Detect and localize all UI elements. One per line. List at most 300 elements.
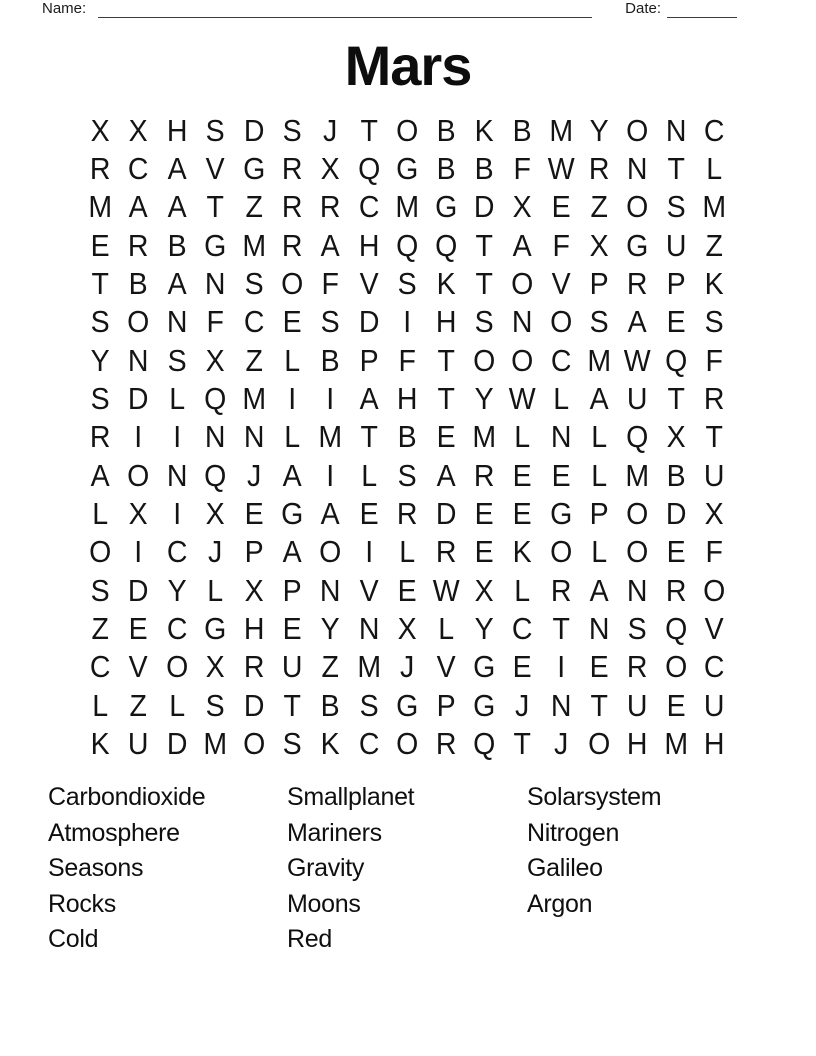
- grid-cell-r7c12: O: [511, 342, 534, 378]
- grid-cell-r9c11: M: [472, 419, 496, 455]
- grid-cell-r1c2: X: [129, 112, 149, 148]
- grid-cell-r4c4: G: [204, 227, 227, 263]
- grid-cell-r6c2: O: [127, 304, 150, 340]
- grid-cell-r13c6: P: [282, 572, 302, 608]
- grid-cell-r1c17: C: [704, 112, 725, 148]
- grid-cell-r16c11: G: [472, 687, 496, 723]
- word-bank-item-gravity: Gravity: [287, 854, 365, 883]
- grid-cell-r17c11: Q: [472, 726, 496, 762]
- grid-cell-r5c1: T: [91, 266, 109, 302]
- grid-cell-r15c11: G: [472, 649, 496, 685]
- grid-cell-r16c17: U: [704, 687, 725, 723]
- grid-cell-r7c11: O: [472, 342, 496, 378]
- worksheet-header: [42, 0, 737, 18]
- grid-cell-r16c13: N: [550, 687, 572, 723]
- grid-cell-r8c7: I: [326, 381, 335, 417]
- grid-cell-r6c8: D: [358, 304, 380, 340]
- grid-cell-r6c17: S: [704, 304, 724, 340]
- grid-cell-r11c13: G: [549, 496, 572, 532]
- grid-cell-r13c5: X: [244, 572, 264, 608]
- grid-cell-r15c14: E: [589, 649, 609, 685]
- grid-cell-r17c8: C: [358, 726, 380, 762]
- grid-cell-r1c1: X: [90, 112, 110, 148]
- grid-cell-r16c1: L: [92, 687, 109, 723]
- grid-cell-r14c16: Q: [664, 611, 688, 647]
- grid-cell-r7c13: C: [550, 342, 572, 378]
- grid-cell-r3c12: X: [512, 189, 533, 225]
- grid-cell-r5c14: P: [589, 266, 609, 302]
- grid-cell-r7c4: X: [205, 342, 225, 378]
- grid-cell-r3c7: R: [320, 189, 341, 225]
- grid-cell-r3c9: M: [395, 189, 420, 225]
- grid-cell-r6c14: S: [589, 304, 609, 340]
- grid-cell-r14c4: G: [204, 611, 227, 647]
- grid-cell-r1c11: K: [474, 112, 494, 148]
- grid-cell-r11c5: E: [244, 496, 264, 532]
- grid-cell-r11c10: D: [435, 496, 457, 532]
- grid-cell-r4c11: T: [475, 227, 493, 263]
- grid-cell-r11c3: I: [173, 496, 181, 532]
- grid-cell-r16c8: S: [359, 687, 379, 723]
- grid-cell-r4c5: M: [241, 227, 266, 263]
- grid-cell-r6c9: I: [403, 304, 412, 340]
- grid-cell-r6c10: H: [435, 304, 457, 340]
- grid-cell-r14c2: E: [129, 611, 149, 647]
- grid-cell-r4c10: Q: [434, 227, 457, 263]
- grid-cell-r5c6: O: [281, 266, 304, 302]
- grid-cell-r17c5: O: [242, 726, 265, 762]
- grid-cell-r8c5: M: [241, 381, 266, 417]
- grid-cell-r3c4: T: [206, 189, 225, 225]
- grid-row-10: [81, 456, 734, 494]
- grid-cell-r17c6: S: [282, 726, 302, 762]
- grid-cell-r9c2: I: [134, 419, 143, 455]
- grid-cell-r9c5: N: [243, 419, 265, 455]
- grid-cell-r2c7: X: [321, 151, 341, 187]
- grid-cell-r11c15: O: [626, 496, 649, 532]
- grid-cell-r13c17: O: [703, 572, 726, 608]
- grid-row-1: [81, 111, 734, 149]
- grid-cell-r8c4: Q: [204, 381, 227, 417]
- grid-cell-r2c4: V: [205, 151, 225, 187]
- grid-cell-r10c11: R: [473, 457, 495, 493]
- grid-cell-r6c15: A: [628, 304, 648, 340]
- grid-cell-r15c12: E: [512, 649, 533, 685]
- grid-cell-r12c10: R: [435, 534, 457, 570]
- grid-cell-r16c2: Z: [129, 687, 148, 723]
- grid-cell-r5c12: O: [511, 266, 534, 302]
- grid-cell-r1c5: D: [243, 112, 265, 148]
- grid-cell-r7c17: F: [705, 342, 724, 378]
- word-bank-item-rocks: Rocks: [48, 889, 116, 918]
- grid-cell-r3c10: G: [434, 189, 457, 225]
- grid-cell-r2c1: R: [89, 151, 111, 187]
- grid-cell-r8c14: A: [589, 381, 609, 417]
- grid-cell-r2c9: G: [396, 151, 419, 187]
- word-search-grid: [81, 111, 734, 763]
- grid-cell-r14c10: L: [437, 611, 454, 647]
- grid-cell-r5c7: F: [321, 266, 340, 302]
- word-bank-item-solarsystem: Solarsystem: [527, 783, 662, 811]
- grid-cell-r4c14: X: [589, 227, 609, 263]
- grid-cell-r2c2: C: [128, 151, 149, 187]
- grid-cell-r8c6: I: [288, 381, 297, 417]
- grid-cell-r12c6: A: [282, 534, 302, 570]
- grid-cell-r10c14: L: [591, 457, 608, 493]
- grid-cell-r15c5: R: [243, 649, 265, 685]
- grid-cell-r6c7: S: [321, 304, 341, 340]
- grid-cell-r6c11: S: [474, 304, 494, 340]
- grid-row-11: [81, 494, 734, 532]
- name-field: [42, 0, 592, 18]
- grid-cell-r17c3: D: [166, 726, 188, 762]
- page-title: Mars: [344, 34, 472, 97]
- grid-cell-r12c5: P: [244, 534, 264, 570]
- grid-cell-r15c15: R: [627, 649, 648, 685]
- date-blank-line: [667, 1, 737, 18]
- grid-cell-r17c17: H: [704, 726, 725, 762]
- grid-cell-r5c17: K: [704, 266, 724, 302]
- grid-cell-r9c14: L: [591, 419, 608, 455]
- grid-cell-r16c7: B: [321, 687, 341, 723]
- grid-cell-r17c9: O: [396, 726, 419, 762]
- grid-cell-r1c6: S: [282, 112, 302, 148]
- grid-cell-r15c9: J: [400, 649, 415, 685]
- grid-cell-r15c6: U: [281, 649, 303, 685]
- grid-cell-r1c7: J: [323, 112, 338, 148]
- grid-cell-r14c17: V: [704, 611, 724, 647]
- grid-cell-r5c8: V: [359, 266, 379, 302]
- grid-cell-r12c17: F: [705, 534, 724, 570]
- grid-cell-r5c2: B: [129, 266, 149, 302]
- grid-cell-r1c8: T: [360, 112, 378, 148]
- grid-cell-r6c4: F: [206, 304, 225, 340]
- grid-cell-r10c9: S: [397, 457, 417, 493]
- grid-cell-r6c12: N: [512, 304, 533, 340]
- word-bank-item-red: Red: [287, 925, 332, 954]
- grid-cell-r14c12: C: [512, 611, 533, 647]
- grid-cell-r17c7: K: [321, 726, 341, 762]
- grid-cell-r8c11: Y: [474, 381, 494, 417]
- grid-cell-r13c8: V: [359, 572, 379, 608]
- grid-cell-r12c4: J: [208, 534, 223, 570]
- grid-cell-r2c12: F: [513, 151, 532, 187]
- grid-cell-r2c14: R: [588, 151, 610, 187]
- grid-cell-r10c12: E: [512, 457, 533, 493]
- grid-cell-r12c8: I: [364, 534, 373, 570]
- grid-cell-r11c11: E: [474, 496, 494, 532]
- grid-cell-r3c13: E: [551, 189, 571, 225]
- grid-cell-r8c15: U: [627, 381, 648, 417]
- grid-cell-r4c2: R: [128, 227, 149, 263]
- grid-cell-r11c2: X: [129, 496, 149, 532]
- grid-cell-r14c6: E: [282, 611, 302, 647]
- grid-cell-r15c16: O: [664, 649, 688, 685]
- grid-cell-r7c14: M: [587, 342, 612, 378]
- grid-cell-r16c9: G: [396, 687, 419, 723]
- grid-cell-r9c16: X: [666, 419, 686, 455]
- grid-cell-r1c12: B: [512, 112, 533, 148]
- grid-cell-r7c3: S: [167, 342, 187, 378]
- grid-cell-r7c5: Z: [245, 342, 263, 378]
- grid-row-5: [81, 264, 734, 302]
- grid-cell-r12c3: C: [166, 534, 188, 570]
- grid-cell-r13c12: L: [514, 572, 531, 608]
- grid-cell-r12c2: I: [134, 534, 143, 570]
- grid-cell-r1c16: N: [665, 112, 687, 148]
- grid-cell-r14c11: Y: [474, 611, 494, 647]
- grid-cell-r11c7: A: [321, 496, 341, 532]
- grid-cell-r3c8: C: [358, 189, 380, 225]
- word-bank-item-moons: Moons: [287, 889, 361, 918]
- grid-cell-r16c4: S: [205, 687, 225, 723]
- word-bank-item-mariners: Mariners: [287, 818, 382, 847]
- word-bank-item-carbondioxide: Carbondioxide: [48, 783, 206, 811]
- grid-cell-r1c10: B: [436, 112, 456, 148]
- grid-cell-r1c9: O: [396, 112, 419, 148]
- grid-cell-r6c13: O: [549, 304, 572, 340]
- grid-cell-r3c5: Z: [245, 189, 263, 225]
- grid-cell-r4c17: Z: [705, 227, 724, 263]
- grid-cell-r5c4: N: [205, 266, 226, 302]
- grid-cell-r10c15: M: [625, 457, 650, 493]
- grid-cell-r16c15: U: [627, 687, 648, 723]
- grid-cell-r3c15: O: [626, 189, 649, 225]
- word-bank-item-argon: Argon: [527, 889, 593, 918]
- grid-cell-r4c9: Q: [396, 227, 419, 263]
- grid-row-9: [81, 418, 734, 456]
- word-bank-item-seasons: Seasons: [48, 854, 144, 883]
- grid-cell-r12c14: L: [591, 534, 608, 570]
- grid-cell-r3c3: A: [167, 189, 187, 225]
- grid-cell-r9c10: E: [436, 419, 456, 455]
- word-bank-item-cold: Cold: [48, 925, 99, 954]
- grid-cell-r4c1: E: [90, 227, 110, 263]
- grid-cell-r12c11: E: [474, 534, 494, 570]
- grid-cell-r13c4: L: [207, 572, 224, 608]
- grid-cell-r13c3: Y: [167, 572, 187, 608]
- grid-cell-r16c6: T: [283, 687, 301, 723]
- grid-cell-r15c2: V: [129, 649, 149, 685]
- grid-cell-r16c12: J: [515, 687, 530, 723]
- grid-cell-r3c16: S: [666, 189, 686, 225]
- grid-cell-r5c3: A: [167, 266, 187, 302]
- grid-cell-r15c8: M: [357, 649, 381, 685]
- grid-cell-r15c17: C: [704, 649, 725, 685]
- grid-cell-r8c17: R: [704, 381, 725, 417]
- grid-cell-r3c17: M: [702, 189, 727, 225]
- grid-cell-r9c6: L: [284, 419, 301, 455]
- grid-cell-r14c7: Y: [321, 611, 341, 647]
- grid-cell-r10c7: I: [326, 457, 335, 493]
- grid-cell-r4c13: F: [552, 227, 570, 263]
- grid-row-8: [81, 379, 734, 417]
- grid-row-4: [81, 226, 734, 264]
- grid-cell-r3c1: M: [88, 189, 113, 225]
- grid-cell-r10c16: B: [666, 457, 686, 493]
- grid-cell-r10c6: A: [282, 457, 302, 493]
- grid-cell-r6c6: E: [282, 304, 302, 340]
- grid-cell-r8c1: S: [90, 381, 110, 417]
- word-bank-column-1: [48, 780, 287, 958]
- grid-cell-r11c16: D: [665, 496, 687, 532]
- grid-cell-r10c4: Q: [204, 457, 227, 493]
- grid-cell-r11c6: G: [281, 496, 304, 532]
- grid-cell-r1c3: H: [166, 112, 188, 148]
- grid-cell-r17c1: K: [90, 726, 110, 762]
- grid-cell-r2c15: N: [627, 151, 648, 187]
- grid-cell-r15c4: X: [205, 649, 225, 685]
- grid-cell-r2c6: R: [281, 151, 303, 187]
- grid-cell-r14c13: T: [552, 611, 570, 647]
- word-bank-item-nitrogen: Nitrogen: [527, 818, 620, 847]
- grid-cell-r12c12: K: [512, 534, 533, 570]
- grid-cell-r1c4: S: [205, 112, 225, 148]
- grid-cell-r13c11: X: [474, 572, 494, 608]
- grid-cell-r9c17: T: [705, 419, 724, 455]
- grid-cell-r5c11: T: [475, 266, 493, 302]
- grid-row-6: [81, 303, 734, 341]
- name-blank-line: [98, 1, 592, 18]
- grid-cell-r10c1: A: [90, 457, 110, 493]
- grid-row-16: [81, 686, 734, 724]
- grid-cell-r3c11: D: [473, 189, 495, 225]
- grid-cell-r17c14: O: [588, 726, 611, 762]
- grid-cell-r10c17: U: [704, 457, 725, 493]
- grid-row-12: [81, 533, 734, 571]
- grid-cell-r5c15: R: [627, 266, 648, 302]
- grid-cell-r15c10: V: [436, 649, 456, 685]
- grid-cell-r17c16: M: [664, 726, 688, 762]
- grid-cell-r8c12: W: [509, 381, 536, 417]
- word-bank-item-galileo: Galileo: [527, 854, 603, 883]
- grid-cell-r4c16: U: [665, 227, 687, 263]
- grid-cell-r10c8: L: [360, 457, 377, 493]
- date-label: Date:: [625, 0, 661, 17]
- grid-cell-r16c5: D: [243, 687, 265, 723]
- grid-cell-r2c5: G: [242, 151, 265, 187]
- grid-cell-r11c8: E: [359, 496, 379, 532]
- grid-row-17: [81, 725, 734, 763]
- grid-cell-r7c8: P: [359, 342, 379, 378]
- grid-cell-r14c9: X: [397, 611, 417, 647]
- grid-cell-r9c15: Q: [626, 419, 649, 455]
- grid-cell-r5c10: K: [436, 266, 456, 302]
- grid-cell-r9c9: B: [397, 419, 417, 455]
- grid-cell-r7c9: F: [398, 342, 417, 378]
- grid-cell-r14c8: N: [358, 611, 380, 647]
- grid-row-7: [81, 341, 734, 379]
- grid-cell-r8c16: T: [667, 381, 685, 417]
- grid-cell-r1c15: O: [626, 112, 649, 148]
- grid-cell-r14c14: N: [588, 611, 610, 647]
- grid-cell-r12c7: O: [319, 534, 342, 570]
- grid-cell-r13c1: S: [90, 572, 110, 608]
- grid-cell-r6c3: N: [166, 304, 188, 340]
- grid-cell-r4c15: G: [626, 227, 649, 263]
- grid-cell-r2c17: L: [706, 151, 723, 187]
- grid-cell-r15c13: I: [556, 649, 565, 685]
- grid-cell-r4c12: A: [512, 227, 533, 263]
- grid-cell-r9c7: M: [318, 419, 343, 455]
- grid-cell-r11c9: R: [397, 496, 418, 532]
- grid-cell-r12c15: O: [626, 534, 649, 570]
- grid-cell-r8c3: L: [169, 381, 185, 417]
- grid-cell-r3c2: A: [129, 189, 149, 225]
- grid-cell-r13c16: R: [665, 572, 687, 608]
- grid-cell-r1c14: Y: [589, 112, 609, 148]
- grid-cell-r2c10: B: [436, 151, 456, 187]
- word-bank: [48, 780, 776, 958]
- grid-cell-r17c15: H: [627, 726, 648, 762]
- grid-cell-r5c16: P: [666, 266, 686, 302]
- grid-cell-r14c5: H: [243, 611, 265, 647]
- grid-cell-r6c16: E: [666, 304, 686, 340]
- grid-cell-r9c8: T: [360, 419, 378, 455]
- grid-cell-r14c15: S: [628, 611, 648, 647]
- grid-cell-r16c10: P: [436, 687, 456, 723]
- grid-cell-r13c10: W: [432, 572, 460, 608]
- grid-cell-r17c4: M: [203, 726, 228, 762]
- grid-row-15: [81, 648, 734, 686]
- grid-cell-r3c6: R: [281, 189, 303, 225]
- grid-cell-r2c16: T: [667, 151, 685, 187]
- grid-cell-r6c1: S: [90, 304, 110, 340]
- grid-cell-r13c2: D: [128, 572, 149, 608]
- grid-row-14: [81, 609, 734, 647]
- word-bank-item-atmosphere: Atmosphere: [48, 818, 180, 847]
- grid-cell-r7c10: T: [436, 342, 455, 378]
- grid-cell-r5c5: S: [244, 266, 264, 302]
- grid-cell-r16c3: L: [169, 687, 185, 723]
- grid-cell-r8c2: D: [128, 381, 149, 417]
- grid-cell-r10c3: N: [166, 457, 188, 493]
- grid-cell-r8c10: T: [436, 381, 455, 417]
- grid-cell-r11c14: P: [589, 496, 609, 532]
- word-bank-column-3: [527, 780, 776, 958]
- grid-cell-r2c8: Q: [357, 151, 381, 187]
- word-bank-column-2: [287, 780, 527, 958]
- grid-cell-r13c15: N: [627, 572, 648, 608]
- grid-cell-r17c12: T: [513, 726, 532, 762]
- grid-cell-r13c7: N: [320, 572, 341, 608]
- grid-cell-r9c4: N: [205, 419, 226, 455]
- grid-cell-r7c15: W: [624, 342, 652, 378]
- grid-cell-r5c13: V: [551, 266, 571, 302]
- grid-cell-r10c13: E: [551, 457, 571, 493]
- grid-cell-r9c13: N: [550, 419, 572, 455]
- grid-cell-r15c1: C: [89, 649, 111, 685]
- grid-cell-r17c13: J: [553, 726, 569, 762]
- grid-cell-r13c13: R: [550, 572, 572, 608]
- grid-cell-r14c3: C: [166, 611, 188, 647]
- grid-cell-r16c14: T: [590, 687, 608, 723]
- grid-cell-r13c9: E: [397, 572, 417, 608]
- grid-cell-r15c7: Z: [321, 649, 340, 685]
- grid-cell-r9c3: I: [173, 419, 181, 455]
- grid-cell-r7c16: Q: [664, 342, 688, 378]
- grid-cell-r12c13: O: [549, 534, 572, 570]
- grid-cell-r5c9: S: [397, 266, 417, 302]
- grid-cell-r6c5: C: [243, 304, 265, 340]
- grid-cell-r11c4: X: [205, 496, 225, 532]
- grid-cell-r8c8: A: [359, 381, 379, 417]
- grid-row-13: [81, 571, 734, 609]
- grid-cell-r2c11: B: [474, 151, 494, 187]
- grid-cell-r17c10: R: [435, 726, 457, 762]
- grid-cell-r8c13: L: [552, 381, 569, 417]
- grid-cell-r4c3: B: [167, 227, 187, 263]
